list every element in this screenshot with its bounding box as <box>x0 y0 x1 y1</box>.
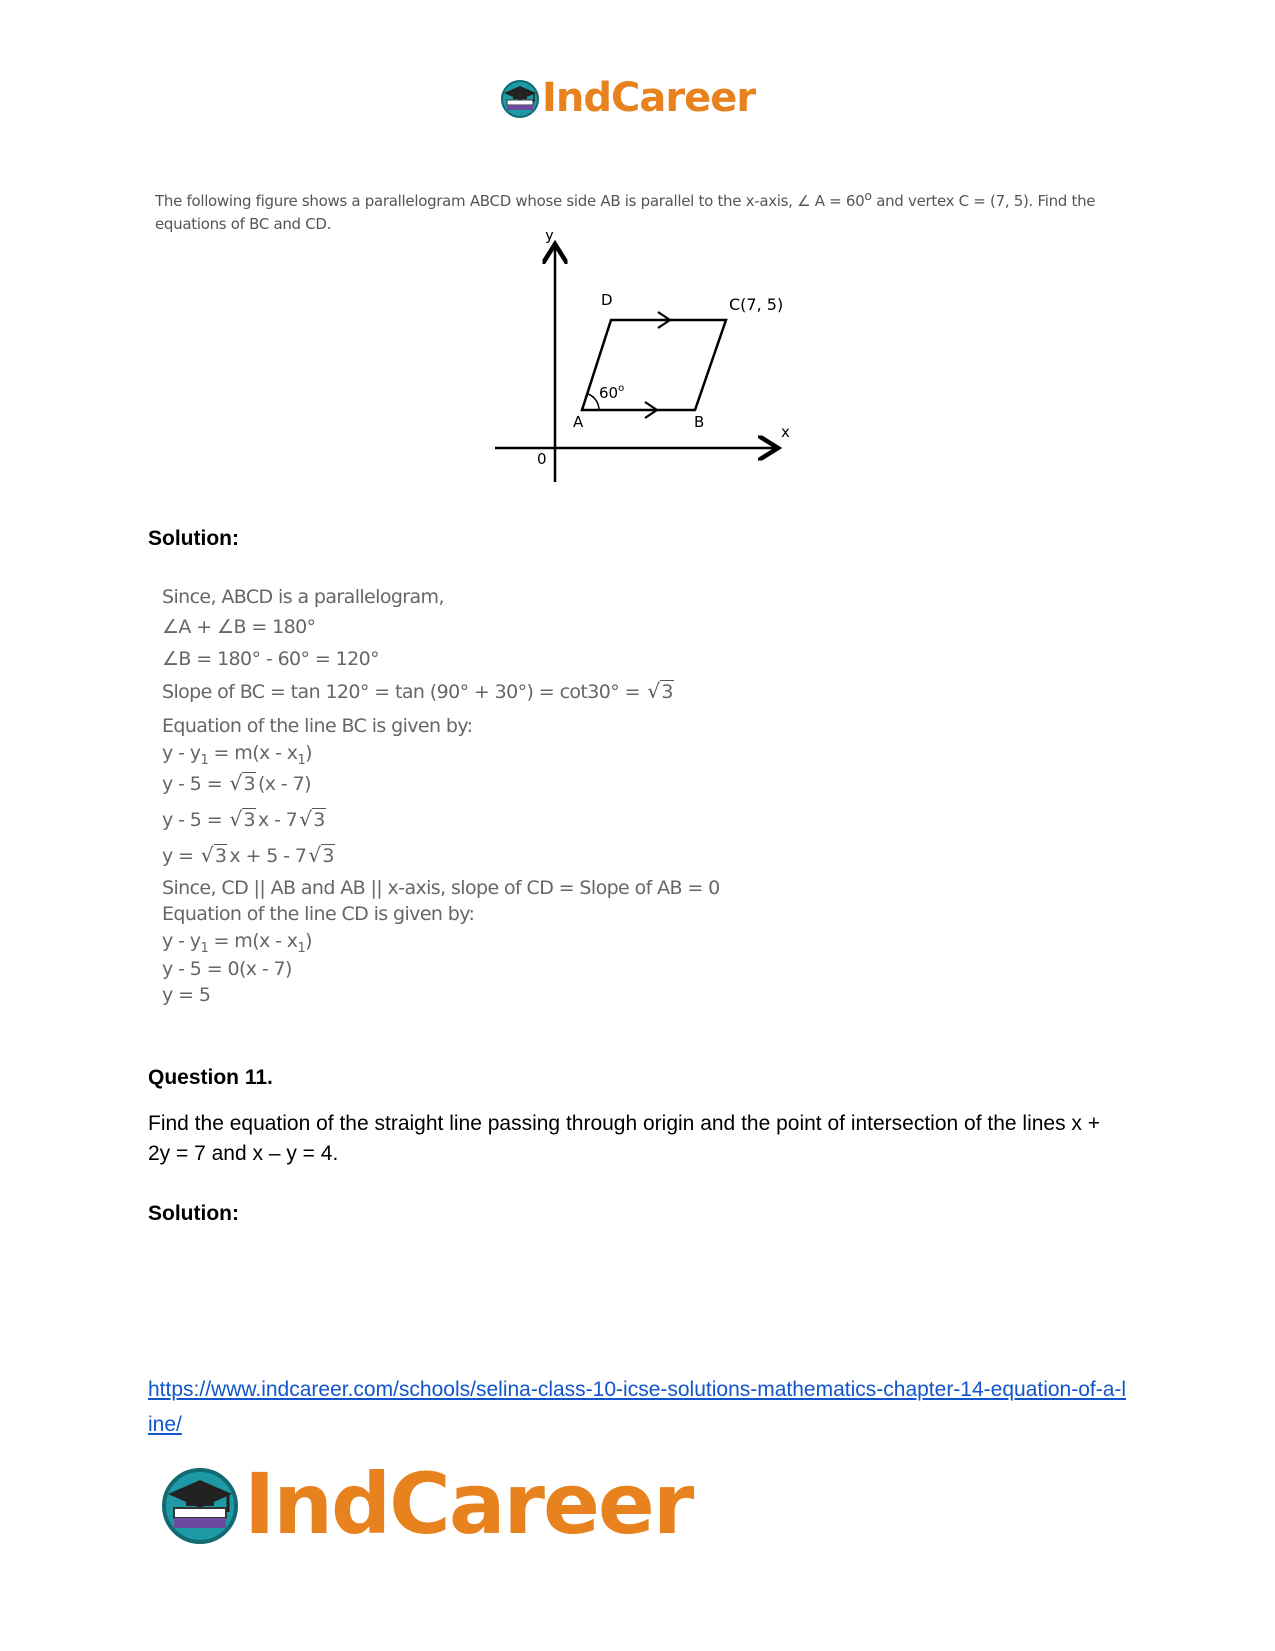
source-link[interactable]: https://www.indcareer.com/schools/selina-class-10-icse-solutions-mathematics-chapter-14-equation-of-a-line/ <box>148 1378 1127 1436</box>
x-label: x <box>781 423 790 441</box>
origin-label: 0 <box>537 450 547 468</box>
y-label: y <box>545 232 554 244</box>
step-6: $y - y_1 = m(x - x_1)$ <box>162 742 312 768</box>
solution-heading: Solution: <box>148 527 239 550</box>
point-d-label: D <box>601 291 613 309</box>
step-11: Equation of the line CD is given by: <box>162 903 475 925</box>
point-c-label: C(7, 5) <box>729 295 784 314</box>
step-4: Slope of BC = tan 120° = tan (90° + 30°) = cot30° = √ 3 <box>162 681 676 703</box>
step-13: y - 5 = 0(x - 7) <box>162 958 292 980</box>
point-b-label: B <box>694 413 705 431</box>
header-logo <box>500 75 756 121</box>
point-a-label: A <box>573 413 584 431</box>
sqrt-3: √ 3 <box>647 681 674 703</box>
footer-logo <box>160 1455 693 1553</box>
step-12: $y - y_1 = m(x - x_1)$ <box>162 930 312 956</box>
question-11-text: Find the equation of the straight line passing through origin and the point of intersection of the lines x + 2y = 7 and x – y = 4. <box>148 1112 1101 1165</box>
sqrt-3: √ 3 <box>308 845 335 867</box>
solution-heading-2: Solution: <box>148 1202 239 1225</box>
problem-statement: The following figure shows a parallelogram ABCD whose side AB is parallel to the x-axis, ∠ $A = 60^o$ and vertex C = (7, 5). Find the equations of BC and CD. <box>155 188 1096 233</box>
step-2: ∠A + ∠B = 180° <box>162 616 316 638</box>
parallelogram-figure <box>495 232 795 482</box>
logo-text: IndCareer <box>244 1455 693 1553</box>
step-5: Equation of the line BC is given by: <box>162 715 473 737</box>
step-9: y = √ 3 x + 5 - 7√ 3 <box>162 845 337 867</box>
sqrt-3: √ 3 <box>229 809 256 831</box>
graduation-cap-icon <box>500 78 540 118</box>
sqrt-3: √ 3 <box>229 773 256 795</box>
step-1: Since, ABCD is a parallelogram, <box>162 586 444 608</box>
graduation-cap-icon <box>160 1464 240 1544</box>
step-3: ∠B = 180° - 60° = 120° <box>162 648 380 670</box>
sqrt-3: √ 3 <box>201 845 228 867</box>
question-11-heading: Question 11. <box>148 1066 273 1089</box>
angle-arc <box>588 394 599 410</box>
angle-label: 60$^o$ <box>599 383 625 402</box>
step-8: y - 5 = √ 3 x - 7√ 3 <box>162 809 328 831</box>
sqrt-3: √ 3 <box>299 809 326 831</box>
logo-text: IndCareer <box>542 75 756 121</box>
step-10: Since, CD || AB and AB || x-axis, slope of CD = Slope of AB = 0 <box>162 877 720 899</box>
step-14: y = 5 <box>162 984 211 1006</box>
step-7: y - 5 = √ 3 (x - 7) <box>162 773 311 795</box>
